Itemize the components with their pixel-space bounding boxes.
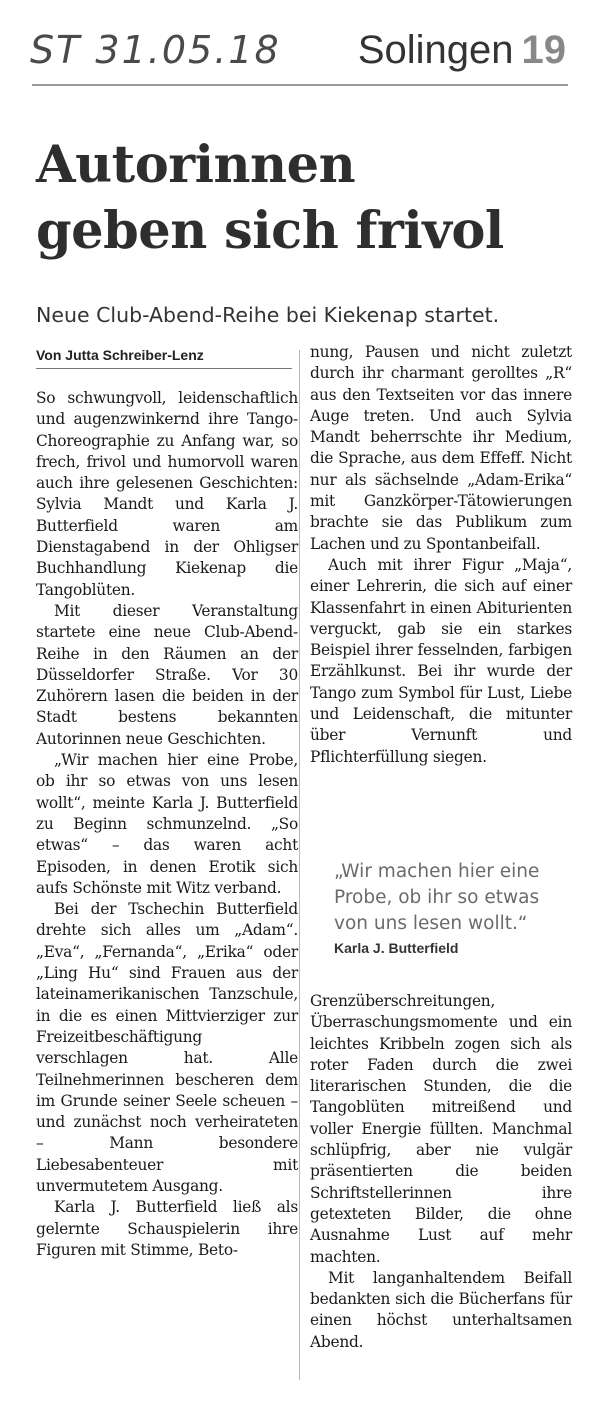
paragraph: Karla J. Butterfield ließ als gelernte Schauspielerin ihre Figuren mit Stimme, Beto- [36, 1198, 298, 1259]
pull-quote: „Wir machen hier eine Probe, ob ihr so etwas von uns lesen wollt.“ [334, 861, 540, 934]
paragraph: Grenzüberschreitungen, Überraschungsmomente und ein leichtes Kribbeln zogen sich als roter Faden durch die zwei literarischen Stunden, die die Tangoblüten mitreißend und voller Energie füllten. Manchmal schlüpfrig, aber nie vulgär präsentierten die beiden Schriftstellerinnen ihre getexteten Bilder, die ohne Ausnahme Lust auf mehr machten. [310, 992, 572, 1266]
paragraph: Mit langanhaltendem Beifall bedankten sich die Bücherfans für einen höchst unterhaltsamen Abend. [310, 1268, 572, 1351]
article-headline [36, 132, 576, 264]
section-name: Solingen [357, 28, 514, 72]
header-divider [32, 84, 568, 86]
right-column-top [310, 342, 572, 768]
pull-quote-author: Karla J. Butterfield [334, 940, 459, 956]
headline-line-2: geben sich frivol [36, 201, 504, 261]
headline-line-1: Autorinnen [36, 135, 356, 195]
byline-divider [36, 368, 292, 369]
left-column [36, 388, 298, 1261]
paragraph: Bei der Tschechin Butterfield drehte sich alles um „Adam“. „Eva“, „Fernanda“, „Erika“ oder „Ling Hu“ sind Frauen aus der lateinamerikanischen Tanzschule, in die es einen Mittvierziger zur Freizeitbeschäftigung verschlagen hat. Alle Teilnehmerinnen bescheren dem im Grunde seiner Seele scheuen – und zunächst noch verheirateten – Mann besondere Liebesabenteuer mit unvermutetem Ausgang. [36, 900, 298, 1195]
paragraph: So schwungvoll, leidenschaftlich und augenzwinkernd ihre Tango-Choreographie zu Anfang war, so frech, frivol und humorvoll waren auch ihre gelesenen Geschichten: Sylvia Mandt und Karla J. Butterfield waren am Dienstagabend in der Ohligser Buchhandlung Kiekenap die Tangoblüten. [36, 389, 298, 599]
byline: Von Jutta Schreiber-Lenz [36, 347, 204, 363]
paragraph: nung, Pausen und nicht zuletzt durch ihr charmant gerolltes „R“ aus den Textseiten vor das innere Auge treten. Und auch Sylvia Mandt beherrschte ihr Medium, die Sprache, aus dem Effeff. Nicht nur als sächselnde „Adam-Erika“ mit Ganzkörper-Tätowierungen brachte sie das Publikum zum Lachen und zu Spontanbeifall. [310, 343, 572, 553]
article-subheadline: Neue Club-Abend-Reihe bei Kiekenap startet. [36, 303, 500, 327]
page-number: 19 [521, 28, 566, 72]
paragraph: Auch mit ihrer Figur „Maja“, einer Lehrerin, die sich auf einer Klassenfahrt in einen Abiturienten verguckt, gab sie ein starkes Beispiel ihrer fesselnden, farbigen Erzählkunst. Bei ihr wurde der Tango zum Symbol für Lust, Liebe und Leidenschaft, die mitunter über Vernunft und Pflichterfüllung siegen. [310, 555, 572, 766]
paragraph: „Wir machen hier eine Probe, ob ihr so etwas von uns lesen wollt“, meinte Karla J. Butterfield zu Beginn schmunzelnd. „So etwas“ – das waren acht Episoden, in denen Erotik sich aufs Schönste mit Witz verband. [36, 751, 298, 897]
column-divider [299, 350, 300, 1380]
section-header [358, 28, 566, 73]
handwritten-date-note: ST 31.05.18 [30, 28, 281, 72]
right-column-bottom [310, 991, 572, 1353]
paragraph: Mit dieser Veranstaltung startete eine neue Club-Abend-Reihe in den Räumen an der Düsseldorfer Straße. Vor 30 Zuhörern lasen die beiden in der Stadt bestens bekannten Autorinnen neue Geschichten. [36, 601, 298, 748]
